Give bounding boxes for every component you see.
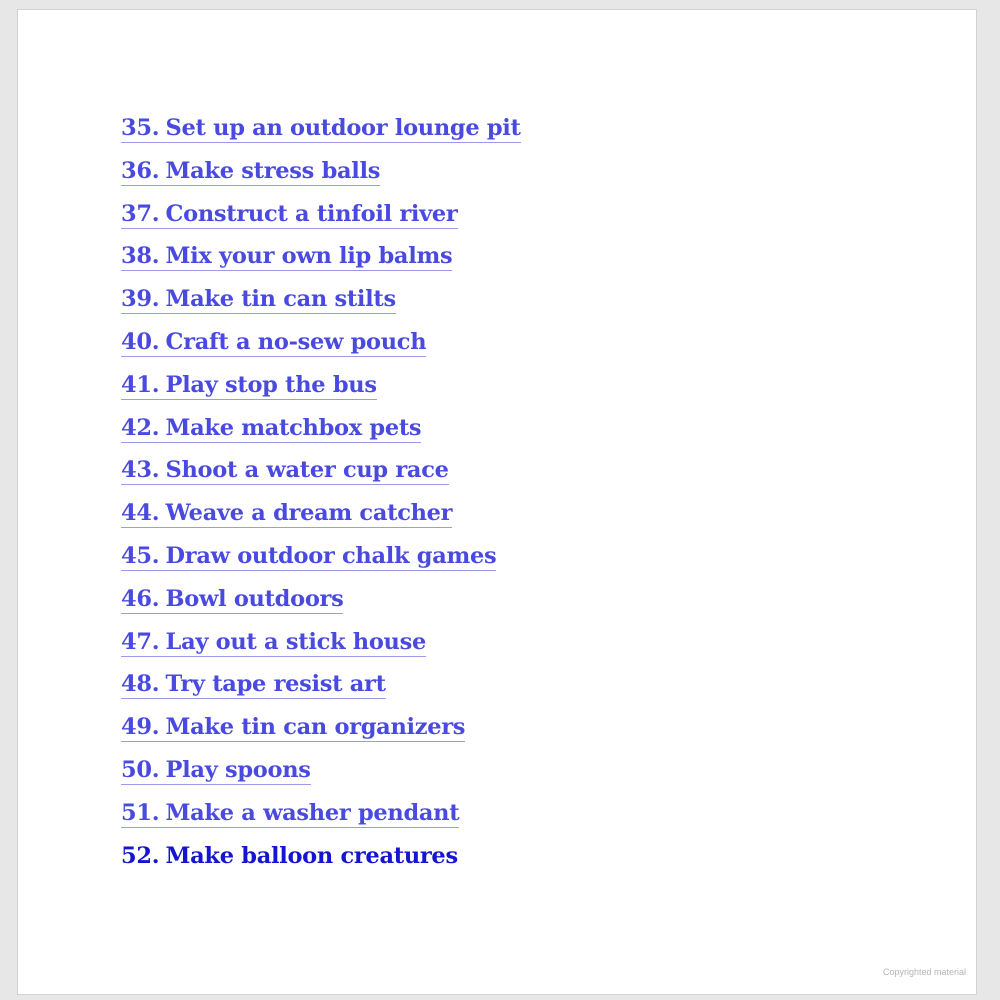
toc-item-number: 41. bbox=[121, 371, 160, 398]
toc-item-number: 45. bbox=[121, 542, 160, 569]
toc-item-label: Shoot a water cup race bbox=[165, 457, 449, 484]
toc-item-40 bbox=[121, 321, 521, 364]
table-of-contents bbox=[121, 107, 521, 877]
toc-item-number: 51. bbox=[121, 799, 160, 826]
toc-item-39 bbox=[121, 278, 521, 321]
toc-item-42 bbox=[121, 407, 521, 450]
toc-link-49[interactable] bbox=[121, 714, 465, 742]
toc-link-46[interactable] bbox=[121, 586, 343, 614]
toc-item-label: Lay out a stick house bbox=[165, 628, 426, 655]
toc-item-label: Play spoons bbox=[165, 756, 311, 783]
toc-item-45 bbox=[121, 535, 521, 578]
toc-item-label: Make a washer pendant bbox=[165, 799, 460, 826]
toc-item-label: Weave a dream catcher bbox=[165, 500, 453, 527]
toc-item-number: 39. bbox=[121, 286, 160, 313]
toc-item-number: 46. bbox=[121, 585, 160, 612]
toc-item-number: 50. bbox=[121, 756, 160, 783]
toc-item-number: 47. bbox=[121, 628, 160, 655]
toc-item-label: Craft a no-sew pouch bbox=[165, 328, 427, 355]
toc-link-44[interactable] bbox=[121, 500, 452, 528]
toc-item-number: 36. bbox=[121, 157, 160, 184]
toc-link-43[interactable] bbox=[121, 457, 449, 485]
toc-item-label: Draw outdoor chalk games bbox=[165, 542, 497, 569]
toc-link-51[interactable] bbox=[121, 800, 459, 828]
toc-link-48[interactable] bbox=[121, 671, 386, 699]
toc-item-37 bbox=[121, 193, 521, 236]
toc-item-number: 48. bbox=[121, 671, 160, 698]
toc-link-35[interactable] bbox=[121, 115, 521, 143]
toc-item-number: 49. bbox=[121, 714, 160, 741]
toc-item-number: 52. bbox=[121, 842, 160, 869]
toc-item-43 bbox=[121, 449, 521, 492]
toc-item-label: Make tin can stilts bbox=[165, 286, 396, 313]
toc-item-41 bbox=[121, 364, 521, 407]
toc-item-49 bbox=[121, 706, 521, 749]
toc-item-35 bbox=[121, 107, 521, 150]
toc-link-45[interactable] bbox=[121, 543, 496, 571]
toc-link-37[interactable] bbox=[121, 201, 458, 229]
toc-item-number: 42. bbox=[121, 414, 160, 441]
toc-item-label: Play stop the bus bbox=[165, 371, 377, 398]
toc-link-42[interactable] bbox=[121, 415, 421, 443]
toc-link-40[interactable] bbox=[121, 329, 426, 357]
toc-item-44 bbox=[121, 492, 521, 535]
toc-item-number: 43. bbox=[121, 457, 160, 484]
toc-item-label: Bowl outdoors bbox=[165, 585, 344, 612]
toc-item-51 bbox=[121, 792, 521, 835]
toc-item-46 bbox=[121, 578, 521, 621]
toc-link-47[interactable] bbox=[121, 629, 426, 657]
toc-item-36 bbox=[121, 150, 521, 193]
toc-item-label: Construct a tinfoil river bbox=[165, 200, 458, 227]
toc-item-label: Mix your own lip balms bbox=[165, 243, 453, 270]
copyright-notice: Copyrighted material bbox=[882, 967, 966, 977]
toc-link-41[interactable] bbox=[121, 372, 377, 400]
toc-item-52 bbox=[121, 835, 521, 878]
toc-item-50 bbox=[121, 749, 521, 792]
toc-link-36[interactable] bbox=[121, 158, 380, 186]
document-page bbox=[17, 9, 977, 995]
toc-entry-52 bbox=[121, 843, 458, 870]
toc-item-number: 44. bbox=[121, 500, 160, 527]
toc-item-38 bbox=[121, 235, 521, 278]
toc-item-label: Make tin can organizers bbox=[165, 714, 466, 741]
toc-item-number: 40. bbox=[121, 328, 160, 355]
toc-item-47 bbox=[121, 621, 521, 664]
toc-item-label: Try tape resist art bbox=[165, 671, 386, 698]
toc-link-39[interactable] bbox=[121, 286, 396, 314]
toc-item-label: Make balloon creatures bbox=[165, 842, 458, 869]
toc-item-label: Make matchbox pets bbox=[165, 414, 422, 441]
toc-item-label: Set up an outdoor lounge pit bbox=[165, 115, 521, 141]
toc-item-48 bbox=[121, 663, 521, 706]
toc-link-38[interactable] bbox=[121, 243, 452, 271]
toc-link-50[interactable] bbox=[121, 757, 311, 785]
toc-item-number: 35. bbox=[121, 115, 160, 141]
toc-item-label: Make stress balls bbox=[165, 157, 381, 184]
toc-item-number: 38. bbox=[121, 243, 160, 270]
toc-item-number: 37. bbox=[121, 200, 160, 227]
